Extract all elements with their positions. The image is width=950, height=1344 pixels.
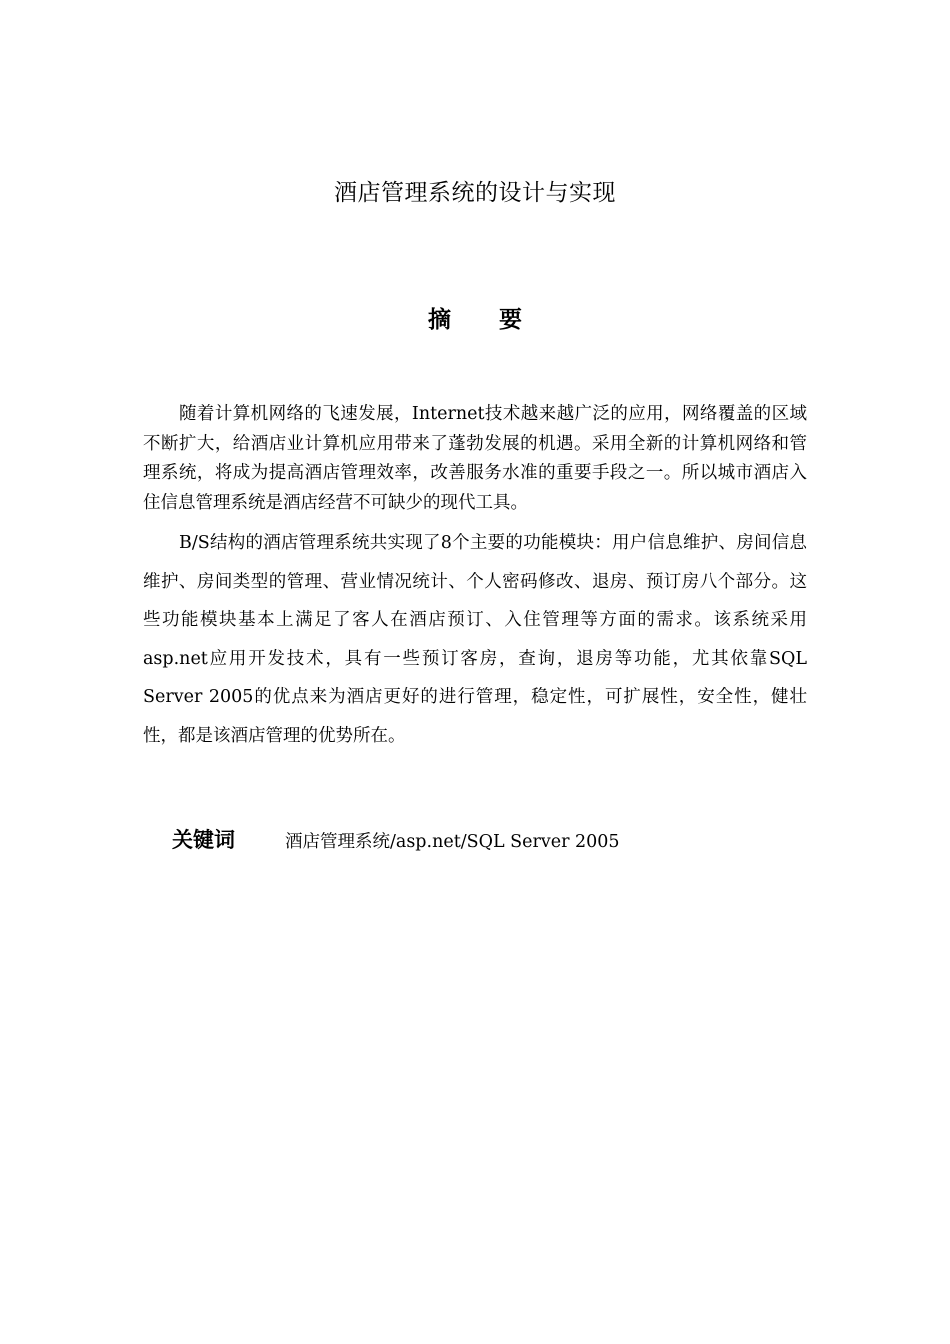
abstract-heading [0,303,950,337]
keywords-line [172,823,620,859]
abstract-heading-char-2: 要 [499,307,522,333]
abstract-heading-char-1: 摘 [428,307,451,333]
keywords-value: 酒店管理系统/asp.net/SQL Server 2005 [285,832,620,852]
keywords-label: 关键词 [172,828,235,852]
abstract-paragraph-1: 随着计算机网络的飞速发展，Internet技术越来越广泛的应用，网络覆盖的区域不断扩大，给酒店业计算机应用带来了蓬勃发展的机遇。采用全新的计算机网络和管理系统，将成为提高酒店管理效率，改善服务水准的重要手段之一。所以城市酒店入住信息管理系统是酒店经营不可缺少的现代工具。 [143,404,807,513]
abstract-paragraph-2: B/S结构的酒店管理系统共实现了8个主要的功能模块：用户信息维护、房间信息维护、房间类型的管理、营业情况统计、个人密码修改、退房、预订房八个部分。这些功能模块基本上满足了客人在酒店预订、入住管理等方面的需求。该系统采用asp.net应用开发技术，具有一些预订客房，查询，退房等功能，尤其依靠SQL Server 2005的优点来为酒店更好的进行管理，稳定性，可扩展性，安全性，健壮性，都是该酒店管理的优势所在。 [143,533,807,746]
document-title: 酒店管理系统的设计与实现 [334,180,616,206]
abstract-body [143,400,807,755]
